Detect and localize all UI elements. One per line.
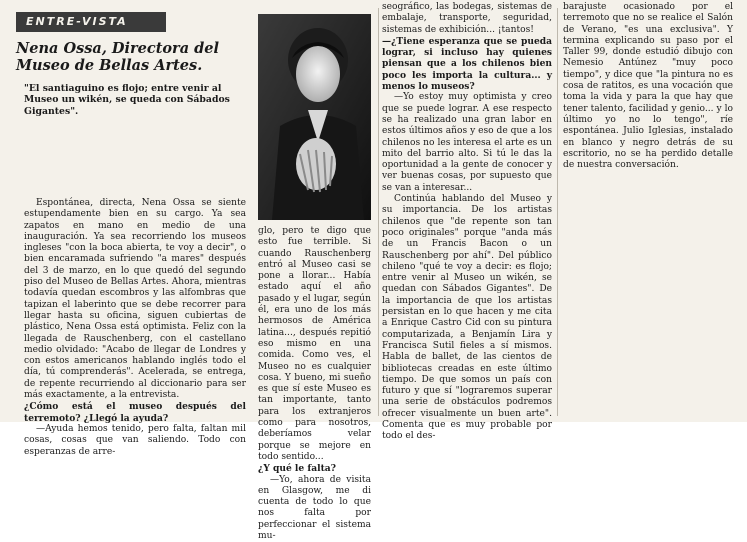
interview-question: ¿Cómo está el museo después del terremoto? ¿Llegó la ayuda?	[24, 401, 246, 424]
article-paragraph: barajuste ocasionado por el terremoto que no se realice el Salón de Verano, "es una exclusiva". Y termina explicando su paso por el Taller 99, donde estudió dibujo con Nemesio Antúnez "muy poco tiempo", y dice que "la pintura no es cosa de ratitos, es una vocación que toma la vida y para la que hay que tener talento, facilidad y genio... y lo último yo no lo tengo", ríe espontánea. Julio Iglesias, instalado en blanco y negro detrás de su escritorio, no se ha perdido detalle de nuestra conversación.	[563, 2, 733, 171]
headline: Nena Ossa, Directora del Museo de Bellas Artes.	[16, 40, 220, 74]
article-paragraph: seográfico, las bodegas, sistemas de embalaje, transporte, seguridad, sistemas de exhibición... ¡tantos!	[382, 2, 552, 35]
portrait-photo	[258, 14, 371, 220]
article-paragraph: Espontánea, directa, Nena Ossa se siente estupendamente bien en su cargo. Ya sea zapatos en mano en medio de una inauguración. Ya sea recorriendo los museos ingleses "con la boca abierta, te voy a decir", o bien encaramada sufriendo "a mares" después del 3 de marzo, en lo que quedó del segundo piso del Museo de Bellas Artes. Ahora, mientras todavía quedan escombros y las alfombras que tapizan el laberinto que se debe recorrer para llegar hasta su oficina, siguen cubiertas de plástico, Nena Ossa está optimista. Feliz con la llegada de Rauschenberg, con el castellano medio olvidado: "Acabo de llegar de Londres y con estos americanos hablando inglés todo el día, tú comprenderás". Acelerada, se entrega, de repente recurriendo al diccionario para ser más exactamente, a la entrevista.	[24, 198, 247, 401]
article-paragraph: —Yo estoy muy optimista y creo que se puede lograr. A ese respecto se ha realizado una gran labor en estos últimos años y eso de que a los chilenos no les interesa el arte es un mito del barrio alto. Si tú le das la oportunidad a la gente de conocer y ver buenas cosas, por supuesto que se van a interesar...	[382, 92, 552, 193]
column-divider	[557, 8, 558, 416]
portrait-image	[258, 14, 371, 220]
article-paragraph: —Ayuda hemos tenido, pero falta, faltan mil cosas, cosas que van saliendo. Todo con esperanzas de arre-	[24, 423, 246, 457]
column-divider	[378, 8, 379, 416]
article-paragraph: —Yo, ahora de visita en Glasgow, me di cuenta de todo lo que nos falta por perfeccionar el sistema mu-	[258, 474, 371, 542]
section-label: ENTRE-VISTA	[16, 12, 166, 32]
article-paragraph: glo, pero te digo que esto fue terrible. Si cuando Rauschenberg entró al Museo casi se pone a llorar... Había estado aquí el año pasado y el lugar, según él, era uno de los más hermosos de América latina..., después repitió eso mismo en una comida. Como ves, el Museo no es cualquier cosa. Y bueno, mi sueño es que sí este Museo es tan importante, tanto para los extranjeros como para nosotros, deberíamos velar porque se mejore en todo sentido...	[258, 226, 371, 462]
article-column-2	[258, 226, 371, 542]
interview-question: —¿Tiene esperanza que se pueda lograr, si incluso hay quienes piensan que a los chilenos bien poco les importa la cultura... y menos lo museos?	[382, 35, 552, 93]
article-column-3	[382, 2, 552, 442]
article-column-1	[24, 198, 247, 457]
lead-quote: "El santiaguino es flojo; entre venir al Museo un wikén, se queda con Sábados Gigantes".	[24, 83, 230, 117]
article-paragraph: Continúa hablando del Museo y su importancia. De los artistas chilenos que "de repente son tan poco originales" porque "anda más de un Francis Bacon o un Rauschenberg por ahí". Del público chileno "qué te voy a decir: es flojo; entre venir al Museo un wikén, se quedan con Sábados Gigantes". De la importancia de que los artistas persistan en lo que hacen y me cita a Enrique Castro Cid con su pintura computarizada, a Benjamín Lira y Francisca Sutil fieles a sí mismos. Habla de ballet, de las cientos de bibliotecas creadas en este último tiempo. De que somos un país con futuro y que sí "lograremos superar una serie de obstáculos podremos ofrecer visualmente un buen arte". Comenta que es muy probable por todo el des-	[382, 194, 552, 442]
article-column-4	[563, 2, 733, 422]
interview-question: ¿Y qué le falta?	[258, 463, 336, 475]
